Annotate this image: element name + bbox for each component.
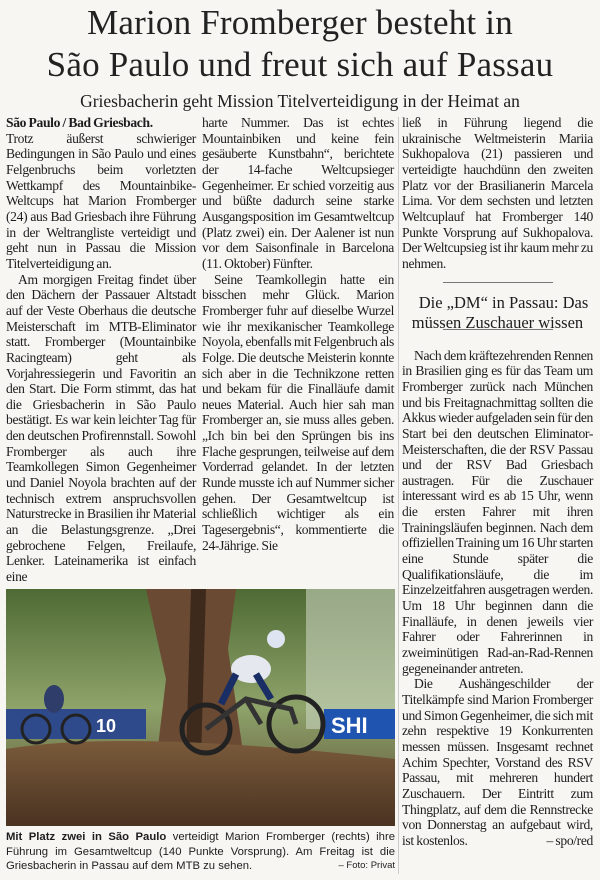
signoff: – spo/red xyxy=(546,832,593,848)
info-box-paragraph-2 xyxy=(402,676,593,848)
article-column-3 xyxy=(402,115,593,849)
paragraph-text: Trotz äußerst schwieriger Bedingungen in São Paulo und eines Felgenbruchs beim vorletzten Wettkampf des Mountainbike-Weltcups hat Marion Fromberger (24) aus Bad Griesbach ihre Führung in der Weltrangliste verteidigt und geht nun in Passau die Mission Titelverteidigung an. xyxy=(6,130,196,271)
photo-caption xyxy=(6,830,395,874)
info-box-title: Die „DM“ in Passau: Das müssen Zuschauer wissen xyxy=(411,292,589,332)
dateline: São Paulo / Bad Griesbach. xyxy=(6,115,153,130)
article-column-2 xyxy=(202,115,394,553)
article-subheadline: Griesbacherin geht Mission Titelverteidigung in der Heimat an xyxy=(80,91,520,111)
info-box-text: Die Aushängeschilder der Titelkämpfe sind Marion Fromberger und Simon Gegenheimer, die sich mit zehn respektive 19 Konkurrenten messen müssen. Insgesamt rechnet Achim Spechter, Vorstand des RSV Passau, mit mehreren hundert Zuschauern. Der Eintritt zum Thingplatz, auf dem die Rennstrecke von Donnerstag an aufgebaut wird, ist kostenlos. xyxy=(402,676,593,848)
headline-line-1: Marion Fromberger besteht in xyxy=(87,3,513,42)
race-photo xyxy=(6,589,395,826)
paragraph-3: harte Nummer. Das ist echtes Mountainbiken und keine fein gesäuberte Kunstbahn“, berichtete der 14-fache Weltcupsieger Gegenheimer. Er schied vorzeitig aus und büßte dadurch seine starke Ausgangsposition im Gesamtweltcup (Platz zwei) ein. Der Aalener ist nun vor dem Saisonfinale in Barcelona (11. Oktober) Fünfter. xyxy=(202,115,394,271)
paragraph-1 xyxy=(6,115,196,272)
article-headline xyxy=(0,2,600,86)
caption-lead: Mit Platz zwei in São Paulo xyxy=(6,831,167,843)
number-text: 10 xyxy=(96,716,117,736)
info-box-paragraph-1: Nach dem kräftezehrenden Rennen in Brasilien ging es für das Team um Fromberger zurück nach München und bis Freitagnachmittag sollten die Akkus wieder aufgeladen sein für den Start bei den deutschen Eliminator-Meisterschaften, die der RSV Passau und der RSV Bad Griesbach austragen. Für die Zuschauer interessant wird es ab 15 Uhr, wenn die ersten Fahrer mit ihren Trainingsläufen beginnen. Nach dem offiziellen Training um 16 Uhr starten eine Stunde später die Qualifikationsläufe, die im Einzelzeitfahren ausgetragen werden. Um 18 Uhr beginnen dann die Finalläufe, in denen jeweils vier Fahrer oder Fahrerinnen in zweiminütigen Rad-an-Rad-Rennen gegeneinander antreten. xyxy=(402,347,593,676)
headline-line-2: São Paulo und freut sich auf Passau xyxy=(46,45,554,84)
paragraph-2: Am morgigen Freitag findet über den Dächern der Passauer Altstadt auf der Veste Oberhaus die deutsche Meisterschaft im MTB-Eliminator statt. Fromberger (Mountainbike Racingteam) geht als Vorjahressiegerin und Favoritin an den Start. Die Form stimmt, das hat die Griesbacherin in São Paulo bestätigt. Es war kein leichter Tag für den deutschen Profirennstall. Sowohl Fromberger als auch ihre Teamkollegen Simon Gegenheimer und Daniel Noyola brachten auf der technisch extrem anspruchsvollen Naturstrecke in Brasilien ihr Material an die Belastungsgrenze. „Drei gebrochene Felgen, Freilaufe, Lenker. Lateinamerika ist einfach eine xyxy=(6,271,196,585)
column-separator xyxy=(398,117,399,874)
article-column-1 xyxy=(6,115,196,585)
paragraph-5: ließ in Führung liegend die ukrainische Weltmeisterin Mariia Sukhopalova (21) passieren und verteidigte hauchdünn den zweiten Platz vor der Brasilianerin Marcela Lima. Vor dem sechsten und letzten Weltcuplauf hat Fromberger 140 Punkte Vorsprung auf Sukhopalova. Der Weltcupsieg ist ihr kaum mehr zu nehmen. xyxy=(402,115,593,271)
divider xyxy=(443,282,553,283)
mountainbike-rider-image xyxy=(6,589,395,826)
banner-text: SHI xyxy=(331,713,368,738)
photo-credit: – Foto: Privat xyxy=(338,860,395,871)
caption-text: verteidigt Marion Fromberger (rechts) ihre Führung im Gesamtweltcup (140 Punkte Vorsprung). Am Freitag ist die Griesbacherin in Passau auf dem MTB zu sehen. xyxy=(6,831,396,872)
paragraph-4: Seine Teamkollegin hatte ein bisschen mehr Glück. Marion Fromberger fuhr auf dieselbe Wurzel wie ihr mexikanischer Teamkollege Noyola, ebenfalls mit Felgenbruch als Folge. Die deutsche Meisterin konnte sich aber in die Technikzone retten und bekam für die Finalläufe damit neues Material. Auch hier sah man Fromberger an, sie muss alles geben. „Ich bin bei den Sprüngen bis ins Flache gesprungen, teilweise auf dem Vorderrad gelandet. In der letzten Runde musste ich auf Nummer sicher gehen. Der Gesamtweltcup ist schließlich wichtiger als ein Tagesergebnis“, kommentierte die 24-Jährige. Sie xyxy=(202,271,394,553)
